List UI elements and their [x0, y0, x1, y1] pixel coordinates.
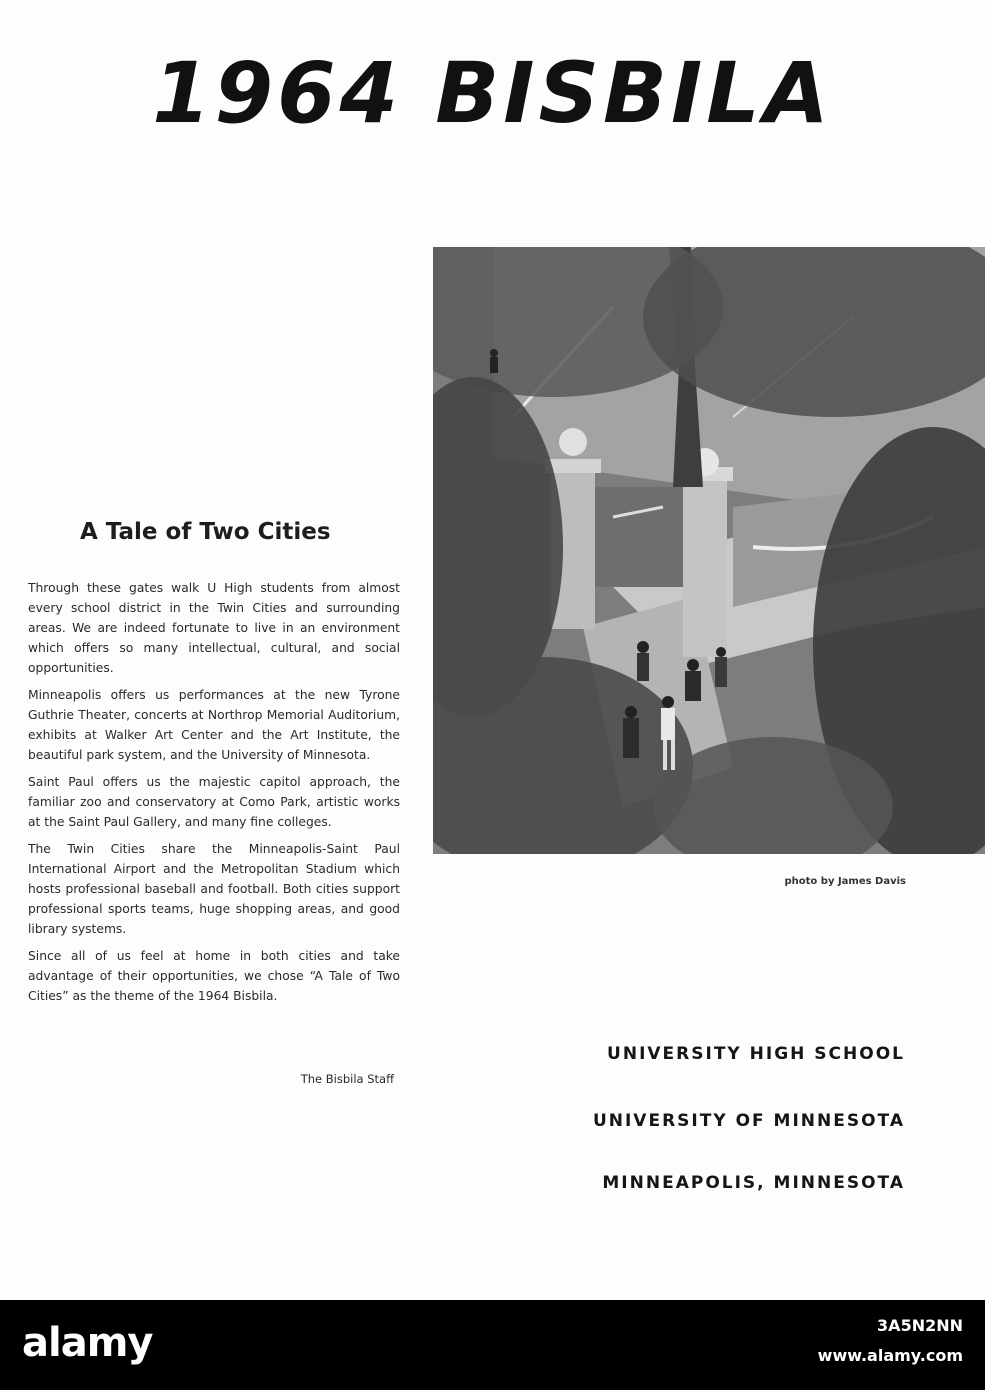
university-name-line: UNIVERSITY OF MINNESOTA: [592, 1111, 905, 1131]
section-heading: A Tale of Two Cities: [80, 519, 331, 545]
photo-credit: photo by James Davis: [784, 876, 906, 887]
alamy-logo: alamy: [22, 1320, 153, 1366]
paragraph-4: The Twin Cities share the Minneapolis-Saint Paul International Airport and the Metropolitan Stadium which hosts professional baseball and football. Both cities support professional sports teams, huge shopping areas, and good library systems.: [28, 842, 400, 936]
paragraph-3: Saint Paul offers us the majestic capitol approach, the familiar zoo and conservatory at Como Park, artistic works at the Saint Paul Gallery, and many fine colleges.: [28, 775, 400, 829]
paragraph-1: Through these gates walk U High students from almost every school district in the Twin Cities and surrounding areas. We are indeed fortunate to live in an environment which offers so many intellectual, cultural, and social opportunities.: [28, 581, 400, 675]
stock-watermark-bar: [0, 1300, 985, 1390]
paragraph-5: Since all of us feel at home in both cities and take advantage of their opportunities, we chose “A Tale of Two Cities” as the theme of the 1964 Bisbila.: [28, 949, 400, 1003]
page-title: 1964 BISBILA: [152, 44, 833, 142]
image-id: 3A5N2NN: [877, 1316, 963, 1335]
signature: The Bisbila Staff: [300, 1072, 394, 1086]
paragraph-2: Minneapolis offers us performances at the new Tyrone Guthrie Theater, concerts at Northrop Memorial Auditorium, exhibits at Walker Art Center and the Art Institute, the beautiful park system, and the University of Minnesota.: [28, 688, 400, 762]
body-text: [28, 578, 400, 1013]
school-name-line: UNIVERSITY HIGH SCHOOL: [607, 1044, 905, 1064]
site-url: www.alamy.com: [817, 1346, 963, 1365]
city-state-line: MINNEAPOLIS, MINNESOTA: [602, 1173, 905, 1193]
gate-photo: [433, 247, 985, 854]
